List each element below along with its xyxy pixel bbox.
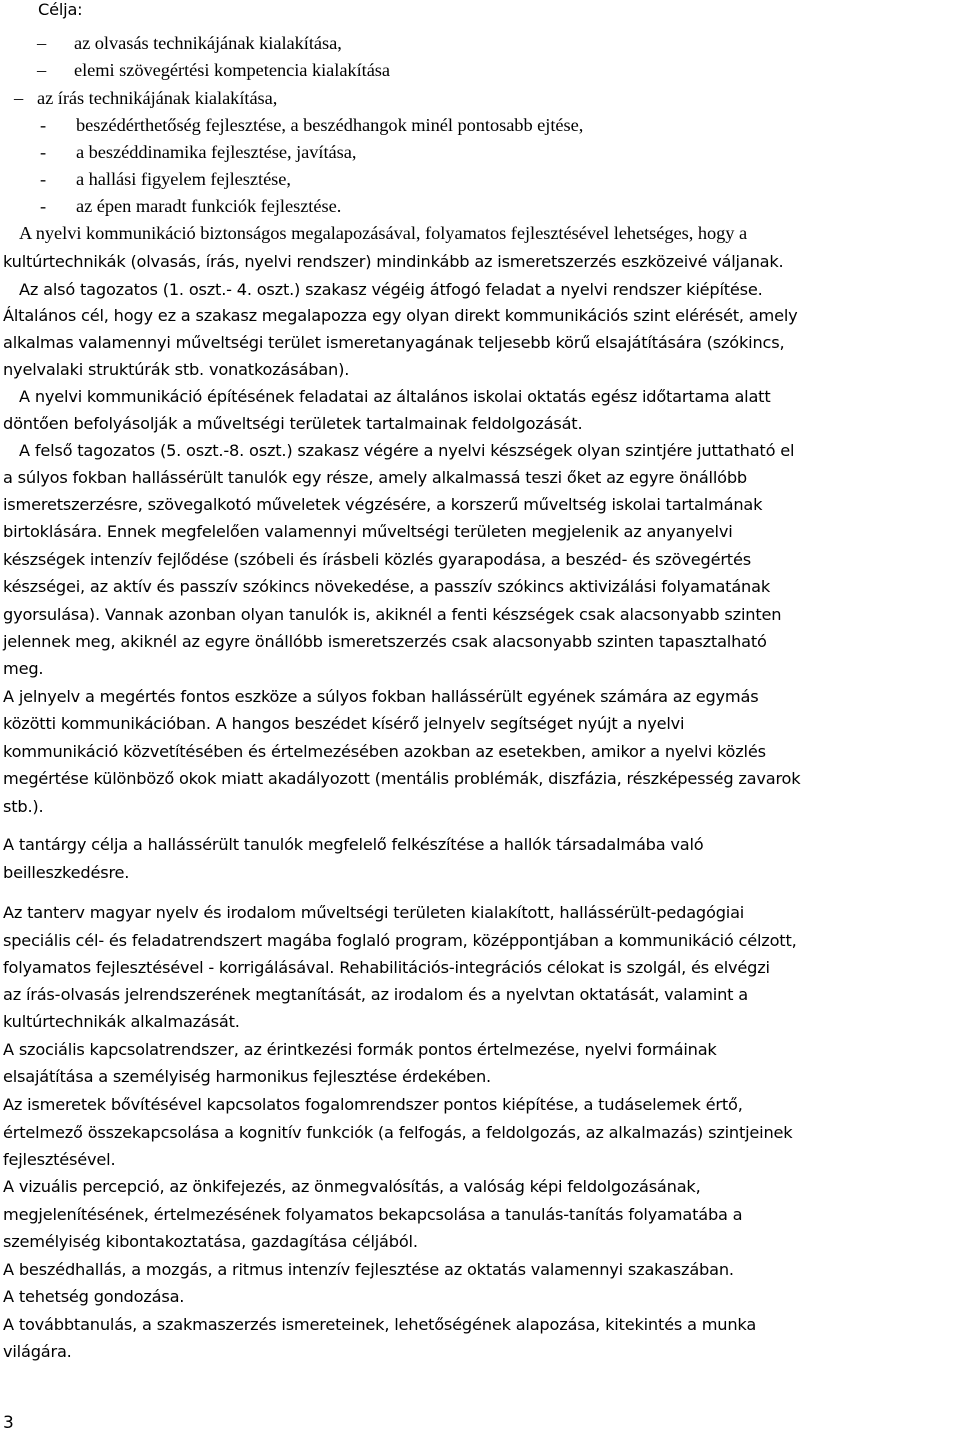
paragraph-line: értelmező összekapcsolása a kognitív funkciók (a felfogás, a feldolgozás, az alkalmazás) szintjeinek [3,1123,793,1142]
paragraph-line: alkalmas valamennyi műveltségi terület ismeretanyagának teljesebb körű elsajátítására (szókincs, [3,333,785,352]
paragraph-line: elsajátítása a személyiség harmonikus fejlesztése érdekében. [3,1067,491,1086]
paragraph-line: A továbbtanulás, a szakmaszerzés ismereteinek, lehetőségének alapozása, kitekintés a munka [3,1315,757,1334]
paragraph-line: készségei, az aktív és passzív szókincs növekedése, a passzív szókincs aktivizálási folyamatának [3,577,770,596]
paragraph-line: A tantárgy célja a hallássérült tanulók megfelelő felkészítése a hallók társadalmába való [3,835,704,854]
paragraph-line: nyelvalaki struktúrák stb. vonatkozásában). [3,360,350,379]
paragraph-line: A tehetség gondozása. [3,1287,185,1306]
paragraph-line: Általános cél, hogy ez a szakasz megalapozza egy olyan direkt kommunikációs szint elérését, amely [3,306,798,325]
list-marker: - [40,196,47,216]
paragraph-line: Az ismeretek bővítésével kapcsolatos fogalomrendszer pontos kiépítése, a tudáselemek értő, [3,1095,743,1114]
paragraph-line: az írás-olvasás jelrendszerének megtanítását, az irodalom és a nyelvtan oktatását, valamint a [3,985,748,1004]
paragraph-line: A beszédhallás, a mozgás, a ritmus intenzív fejlesztése az oktatás valamennyi szakaszában. [3,1260,734,1279]
paragraph-line: gyorsulása). Vannak azonban olyan tanulók is, akiknél a fenti készségek csak alacsonyabb szinten [3,605,782,624]
list-item-text: a beszéddinamika fejlesztése, javítása, [76,142,357,162]
paragraph-line: kommunikáció közvetítésében és értelmezésében azokban az esetekben, amikor a nyelvi közlés [3,742,766,761]
paragraph-line: Az tanterv magyar nyelv és irodalom műveltségi területen kialakított, hallássérült-pedagógiai [3,903,745,922]
paragraph-line: meg. [3,659,44,678]
list-marker: - [40,169,47,189]
paragraph-line: világára. [3,1342,72,1361]
paragraph-line: fejlesztésével. [3,1150,116,1169]
list-item-text: az épen maradt funkciók fejlesztése. [76,196,342,216]
paragraph-line: készségek intenzív fejlődése (szóbeli és írásbeli közlés gyarapodása, a beszéd- és szövegértés [3,550,751,569]
list-marker: - [40,142,47,162]
paragraph-line: közötti kommunikációban. A hangos beszédet kísérő jelnyelv segítséget nyújt a nyelvi [3,714,685,733]
paragraph-line: a súlyos fokban hallássérült tanulók egy része, amely alkalmassá teszi őket az egyre önállóbb [3,468,747,487]
list-marker: - [40,115,47,135]
paragraph-line: A jelnyelv a megértés fontos eszköze a súlyos fokban hallássérült egyének számára az egymás [3,687,759,706]
paragraph-line: ismeretszerzésre, szövegalkotó műveletek végzésére, a korszerű műveltség iskolai tartalmának [3,495,763,514]
list-item-text: elemi szövegértési kompetencia kialakítása [74,60,391,80]
list-marker: – [14,88,24,108]
paragraph-line: folyamatos fejlesztésével - korrigálásával. Rehabilitációs-integrációs célokat is szolgál, és elvégzi [3,958,770,977]
section-heading: Célja: [38,0,83,19]
paragraph-line: Az alsó tagozatos (1. oszt.- 4. oszt.) szakasz végéig átfogó feladat a nyelvi rendszer kiépítése. [19,280,763,299]
paragraph-line: A vizuális percepció, az önkifejezés, az önmegvalósítás, a valóság képi feldolgozásának, [3,1177,701,1196]
list-marker: – [37,33,47,53]
paragraph-line: személyiség kibontakoztatása, gazdagítása céljából. [3,1232,418,1251]
paragraph-line: beilleszkedésre. [3,863,130,882]
paragraph-line: speciális cél- és feladatrendszert magába foglaló program, középpontjában a kommunikáció célzott, [3,931,797,950]
paragraph-line: kultúrtechnikák alkalmazását. [3,1012,240,1031]
paragraph-line: megértése különböző okok miatt akadályozott (mentális problémák, diszfázia, részképesség zavarok [3,769,801,788]
paragraph-line: jelennek meg, akiknél az egyre önállóbb ismeretszerzés csak alacsonyabb szinten tapasztalható [3,632,767,651]
paragraph-line: megjelenítésének, értelmezésének folyamatos bekapcsolása a tanulás-tanítás folyamatába a [3,1205,743,1224]
list-item-text: beszédérthetőség fejlesztése, a beszédhangok minél pontosabb ejtése, [76,115,584,135]
paragraph-line: A felső tagozatos (5. oszt.-8. oszt.) szakasz végére a nyelvi készségek olyan szintjére juttatható el [19,441,795,460]
paragraph-line: stb.). [3,797,44,816]
list-item-text: az írás technikájának kialakítása, [37,88,278,108]
list-marker: – [37,60,47,80]
paragraph-line: kultúrtechnikák (olvasás, írás, nyelvi rendszer) mindinkább az ismeretszerzés eszközeivé váljanak. [3,252,784,271]
paragraph-line: birtoklására. Ennek megfelelően valamennyi műveltségi területen megjelenik az anyanyelvi [3,522,733,541]
paragraph-line: A szociális kapcsolatrendszer, az érintkezési formák pontos értelmezése, nyelvi formáinak [3,1040,717,1059]
paragraph-line: A nyelvi kommunikáció építésének feladatai az általános iskolai oktatás egész időtartama alatt [19,387,771,406]
list-item-text: a hallási figyelem fejlesztése, [76,169,291,189]
paragraph-line: döntően befolyásolják a műveltségi területek tartalmainak feldolgozását. [3,414,583,433]
page-number: 3 [3,1413,14,1433]
paragraph-line: A nyelvi kommunikáció biztonságos megalapozásával, folyamatos fejlesztésével lehetséges, hogy a [19,223,748,243]
list-item-text: az olvasás technikájának kialakítása, [74,33,342,53]
